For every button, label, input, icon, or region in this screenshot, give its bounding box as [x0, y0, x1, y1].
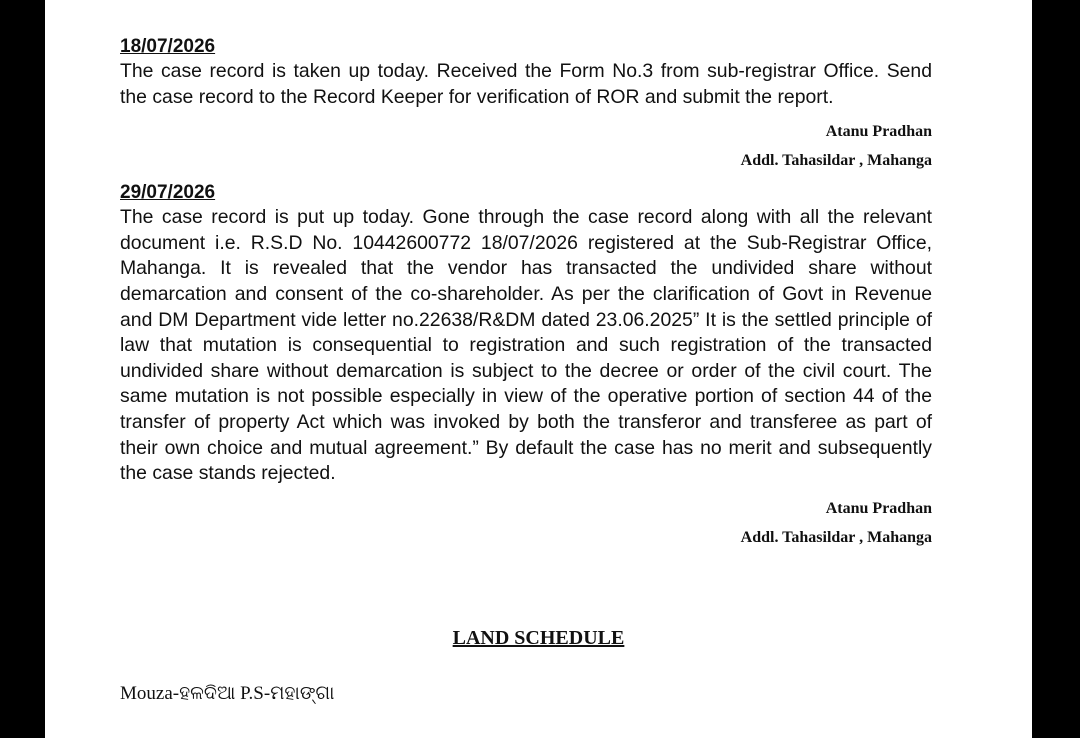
signatory-designation: Addl. Tahasildar , Mahanga — [740, 528, 932, 546]
order-entry-1 — [120, 35, 932, 175]
entry-date: 29/07/2026 — [120, 182, 216, 204]
signatory-name: Atanu Pradhan — [825, 123, 932, 141]
entry-date: 18/07/2026 — [120, 36, 216, 57]
entry-text: The case record is taken up today. Received the Form No.3 from sub-registrar Office. Send the case record to the Record Keeper for verification of ROR and submit the report. — [120, 60, 932, 108]
land-schedule-title: LAND SCHEDULE — [452, 627, 625, 649]
signature-block — [120, 494, 932, 552]
signatory-name: Atanu Pradhan — [825, 499, 932, 517]
mouza-line: Mouza-ହଳଦିଆ P.S-ମହାଙ୍ଗା — [120, 683, 335, 704]
right-letterbox-bar — [1032, 0, 1080, 738]
order-sheet — [120, 35, 932, 552]
left-letterbox-bar — [0, 0, 45, 738]
entry-text: The case record is put up today. Gone through the case record along with all the relevant document i.e. R.S.D No. 10442600772 18/07/2026 registered at the Sub-Registrar Office, Mahanga. It is revealed that the vendor has transacted the undivided share without demarcation and consent of the co-shareholder. As per the clarification of Govt in Revenue and DM Department vide letter no.22638/R&DM dated 23.06.2025” It is the settled principle of law that mutation is consequential to registration and such registration of the transacted undivided share without demarcation is subject to the decree or order of the civil court. The same mutation is not possible especially in view of the operative portion of section 44 of the transfer of property Act which was invoked by both the transferor and transferee as part of their own choice and mutual agreement.” By default the case has no merit and subsequently the case stands rejected. — [120, 206, 932, 485]
document-page — [45, 0, 1032, 738]
order-entry-2 — [120, 181, 932, 552]
signatory-designation: Addl. Tahasildar , Mahanga — [740, 152, 932, 170]
signature-block — [120, 117, 932, 175]
